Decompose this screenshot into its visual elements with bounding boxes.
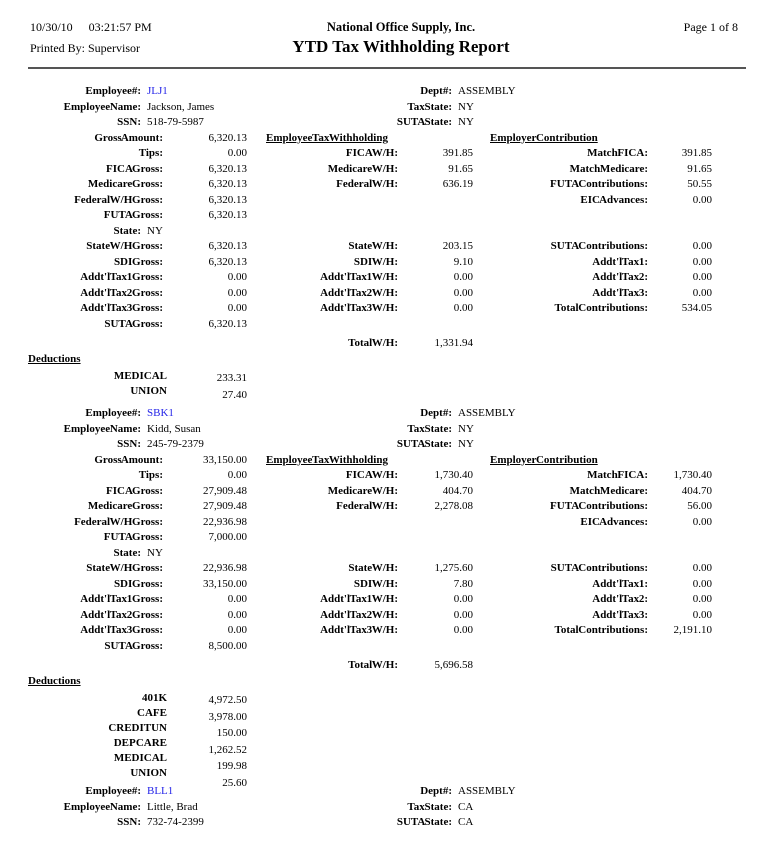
state-tax-row (0, 577, 762, 593)
total-wh-row (0, 336, 762, 352)
tax-field-label: SDI Gross: (113, 255, 163, 268)
deductions-header: Deductions (28, 674, 81, 687)
tax-field-value: 56.00 (687, 500, 712, 512)
total-wh-row (0, 658, 762, 674)
empty-cell (247, 317, 398, 333)
tax-field-value: 2,191.10 (673, 624, 712, 636)
tax-field-label: Tips: (138, 147, 163, 159)
tax-field-label: Addt'l Tax 3 Gross: (80, 624, 163, 636)
tax-row (0, 468, 762, 484)
tax-field-label: EIC Advances: (580, 193, 648, 206)
tax-field-value: 0.00 (692, 577, 712, 590)
dept-value: ASSEMBLY (458, 407, 516, 419)
state-tax-row (0, 639, 762, 655)
tax-field-label: FICA Gross: (106, 484, 163, 497)
state-label: State: (113, 224, 141, 237)
tax-field-value: 50.55 (687, 178, 712, 190)
tax-field-label: Match Medicare: (569, 162, 648, 175)
empty-cell (648, 639, 712, 655)
tax-field-value: 0.00 (453, 302, 473, 314)
tax-field-value: 0.00 (227, 624, 247, 636)
employee-number-label: Employee#: (85, 407, 141, 419)
empty-cell (648, 208, 712, 224)
tax-field-label: Addt'l Tax 1 W/H: (320, 593, 398, 605)
state-tax-row (0, 623, 762, 639)
employee-name-value: Kidd, Susan (147, 422, 201, 435)
ssn-label: SSN: (117, 438, 141, 450)
employee-name-label: Employee Name: (63, 422, 141, 435)
tax-field-value: 0.00 (692, 286, 712, 299)
tax-field-label: SUTA Contributions: (550, 240, 648, 252)
tax-field-value: 404.70 (681, 484, 712, 497)
tax-field-value: 0.00 (227, 271, 247, 283)
tax-field-label: Addt'l Tax 2: (592, 271, 648, 283)
employee-tax-withholding-header: Employee Tax Withholding (266, 131, 388, 144)
tax-field-label: SDI W/H: (353, 577, 398, 590)
tax-row (0, 453, 762, 469)
suta-state-label: SUTA State: (396, 438, 452, 450)
tax-field-value: 0.00 (692, 240, 712, 252)
employee-section (0, 84, 762, 403)
tax-row (0, 193, 762, 209)
tax-field-value: 0.00 (453, 624, 473, 636)
tax-field-value: 404.70 (442, 484, 473, 497)
tax-field-label: Federal W/H: (336, 500, 398, 512)
tax-state-label: Tax State: (407, 100, 452, 113)
tax-field-value: 33,150.00 (203, 453, 247, 466)
tax-row (0, 177, 762, 193)
tax-field-value: 0.00 (453, 593, 473, 605)
tax-field-value: 6,320.13 (208, 240, 247, 252)
ssn-value: 518-79-5987 (147, 116, 204, 128)
tax-field-value: 203.15 (442, 240, 473, 252)
tax-field-value: 27,909.48 (203, 484, 247, 497)
tax-field-value: 0.00 (227, 469, 247, 481)
tax-field-value: 0.00 (692, 255, 712, 268)
empty-cell (247, 639, 398, 655)
employee-id-row (0, 784, 762, 800)
suta-state-value: NY (458, 438, 474, 450)
tax-field-label: FICA Gross: (106, 162, 163, 175)
tax-field-label: Gross Amount: (94, 131, 163, 144)
tax-row (0, 162, 762, 178)
tax-field-label: SUTA Gross: (104, 317, 163, 330)
tax-field-label: SUTA Gross: (104, 639, 163, 652)
tax-field-value: 6,320.13 (208, 178, 247, 190)
state-row (0, 546, 762, 562)
empty-cell (247, 515, 398, 531)
tax-state-value: NY (458, 422, 474, 435)
deduction-amounts (167, 369, 247, 403)
tax-field-label: Tips: (138, 469, 163, 481)
tax-field-label: FICA W/H: (345, 147, 398, 159)
employee-name-value: Little, Brad (147, 800, 198, 813)
tax-row (0, 131, 762, 147)
empty-cell (247, 530, 398, 546)
tax-field-value: 0.00 (692, 515, 712, 528)
tax-field-label: Gross Amount: (94, 453, 163, 466)
header-divider (28, 67, 746, 69)
tax-field-value: 0.00 (453, 286, 473, 299)
employee-id-row (0, 406, 762, 422)
empty-cell (247, 193, 398, 209)
tax-field-value: 27,909.48 (203, 500, 247, 512)
dept-label: Dept#: (420, 407, 452, 419)
tax-row (0, 146, 762, 162)
tax-field-label: Addt'l Tax 1: (592, 255, 648, 268)
total-wh-label: Total W/H: (348, 337, 398, 349)
tax-state-value: CA (458, 800, 474, 813)
tax-field-value: 0.00 (692, 608, 712, 621)
empty-cell (247, 208, 398, 224)
empty-cell (398, 639, 473, 655)
dept-value: ASSEMBLY (458, 785, 516, 797)
tax-field-value: 0.00 (227, 608, 247, 621)
tax-field-label: FUTA Gross: (103, 531, 163, 543)
deduction-amount: 199.98 (216, 760, 247, 773)
tax-field-value: 8,500.00 (208, 639, 247, 652)
tax-field-label: Match Medicare: (569, 484, 648, 497)
employee-number-link[interactable]: JLJ1 (147, 85, 168, 97)
deduction-names (0, 369, 167, 403)
tax-field-value: 0.00 (453, 271, 473, 283)
employer-contribution-header: Employer Contribution (490, 131, 598, 144)
tax-field-label: Medicare W/H: (327, 162, 398, 175)
tax-state-label: Tax State: (407, 422, 452, 435)
tax-field-label: Addt'l Tax 2: (592, 593, 648, 605)
tax-field-value: 33,150.00 (203, 577, 247, 590)
tax-field-value: 6,320.13 (208, 255, 247, 268)
tax-field-value: 6,320.13 (208, 131, 247, 144)
tax-field-value: 2,278.08 (434, 500, 473, 512)
tax-field-value: 636.19 (442, 178, 473, 190)
tax-field-label: FUTA Contributions: (550, 178, 648, 190)
employee-name-row (0, 422, 762, 438)
tax-row (0, 515, 762, 531)
deduction-name: MEDICAL (113, 370, 167, 382)
deductions-list (0, 691, 762, 792)
employee-section (0, 784, 762, 831)
state-tax-row (0, 561, 762, 577)
state-value: NY (147, 546, 163, 559)
deductions-header: Deductions (28, 352, 81, 365)
state-tax-row (0, 301, 762, 317)
tax-row (0, 499, 762, 515)
spacer (247, 453, 266, 469)
tax-field-label: Medicare W/H: (327, 484, 398, 497)
employee-section (0, 406, 762, 792)
tax-field-label: Addt'l Tax 1: (592, 577, 648, 590)
tax-field-label: Medicare Gross: (87, 500, 163, 512)
tax-field-value: 7.80 (453, 577, 473, 590)
employee-number-link[interactable]: SBK1 (147, 407, 174, 419)
employee-number-label: Employee#: (85, 85, 141, 97)
dept-value: ASSEMBLY (458, 85, 516, 97)
tax-state-value: NY (458, 100, 474, 113)
tax-field-value: 9.10 (453, 255, 473, 268)
tax-row (0, 208, 762, 224)
deduction-name: CAFE (137, 707, 167, 719)
tax-field-label: Addt'l Tax 2 Gross: (80, 286, 163, 299)
suta-state-label: SUTA State: (396, 816, 452, 828)
tax-field-value: 0.00 (227, 147, 247, 159)
state-label: State: (113, 546, 141, 559)
tax-field-label: Federal W/H Gross: (74, 193, 163, 206)
deduction-amount: 4,972.50 (208, 694, 247, 706)
employee-number-label: Employee#: (85, 785, 141, 797)
tax-field-value: 7,000.00 (208, 531, 247, 543)
state-tax-row (0, 255, 762, 271)
empty-cell (473, 317, 648, 333)
total-wh-value: 1,331.94 (434, 337, 473, 349)
empty-cell (398, 317, 473, 333)
tax-field-value: 22,936.98 (203, 515, 247, 528)
tax-field-label: Addt'l Tax 2 W/H: (320, 608, 398, 621)
tax-row (0, 530, 762, 546)
tax-field-label: Total Contributions: (554, 302, 648, 314)
tax-field-label: Addt'l Tax 3 W/H: (320, 624, 398, 636)
tax-field-value: 22,936.98 (203, 562, 247, 574)
deductions-list (0, 369, 762, 403)
tax-field-label: Addt'l Tax 3: (592, 286, 648, 299)
tax-field-label: Match FICA: (587, 469, 648, 481)
tax-field-label: FUTA Gross: (103, 209, 163, 221)
total-wh-label: Total W/H: (348, 659, 398, 671)
printed-by: Printed By: Supervisor (30, 41, 140, 55)
tax-field-label: Addt'l Tax 3 Gross: (80, 302, 163, 314)
print-date: 10/30/10 (30, 20, 73, 34)
suta-state-value: CA (458, 816, 474, 828)
print-time: 03:21:57 PM (88, 20, 152, 34)
tax-field-label: Addt'l Tax 1 Gross: (80, 593, 163, 605)
deduction-amount: 233.31 (216, 372, 247, 384)
employee-number-link[interactable]: BLL1 (147, 785, 174, 797)
employee-name-row (0, 100, 762, 116)
tax-field-value: 6,320.13 (208, 193, 247, 206)
employee-tax-withholding-header: Employee Tax Withholding (266, 453, 388, 466)
tax-field-label: State W/H Gross: (86, 562, 163, 574)
ssn-label: SSN: (117, 816, 141, 828)
empty-cell (398, 530, 473, 546)
tax-field-value: 534.05 (681, 302, 712, 314)
employee-name-row (0, 800, 762, 816)
employee-name-label: Employee Name: (63, 100, 141, 113)
empty-cell (473, 639, 648, 655)
dept-label: Dept#: (420, 785, 452, 797)
tax-field-label: Addt'l Tax 1 W/H: (320, 271, 398, 283)
tax-field-label: Medicare Gross: (87, 178, 163, 190)
tax-field-value: 91.65 (448, 162, 473, 175)
state-value: NY (147, 224, 163, 237)
deduction-amount: 27.40 (222, 388, 247, 401)
ssn-row (0, 115, 762, 131)
tax-field-value: 0.00 (227, 286, 247, 299)
tax-field-label: State W/H: (348, 240, 398, 252)
tax-field-label: Addt'l Tax 1 Gross: (80, 271, 163, 283)
tax-field-label: Addt'l Tax 3: (592, 608, 648, 621)
state-tax-row (0, 286, 762, 302)
ssn-label: SSN: (117, 116, 141, 128)
deduction-amount: 3,978.00 (208, 710, 247, 723)
empty-cell (648, 530, 712, 546)
tax-field-label: Federal W/H: (336, 178, 398, 190)
state-tax-row (0, 592, 762, 608)
tax-field-label: Addt'l Tax 2 Gross: (80, 608, 163, 621)
deduction-amounts (167, 691, 247, 792)
empty-cell (473, 530, 648, 546)
deduction-amount: 150.00 (216, 727, 247, 740)
tax-field-value: 0.00 (692, 193, 712, 206)
empty-cell (398, 208, 473, 224)
ssn-value: 732-74-2399 (147, 816, 204, 828)
tax-field-value: 1,275.60 (434, 562, 473, 574)
tax-field-value: 0.00 (692, 271, 712, 283)
tax-field-label: EIC Advances: (580, 515, 648, 528)
state-tax-row (0, 270, 762, 286)
tax-field-value: 1,730.40 (673, 469, 712, 481)
deduction-name: CREDITUN (108, 722, 167, 734)
empty-cell (648, 317, 712, 333)
state-row (0, 224, 762, 240)
report-title: YTD Tax Withholding Report (292, 37, 510, 56)
state-tax-row (0, 239, 762, 255)
tax-field-label: Federal W/H Gross: (74, 515, 163, 528)
tax-field-label: State W/H Gross: (86, 240, 163, 252)
deduction-name: DEP CARE (113, 737, 167, 749)
tax-field-label: SUTA Contributions: (550, 562, 648, 574)
tax-field-value: 391.85 (681, 147, 712, 159)
state-tax-row (0, 317, 762, 333)
empty-cell (398, 515, 473, 531)
company-name: National Office Supply, Inc. (326, 20, 476, 34)
empty-cell (473, 208, 648, 224)
deduction-amount: 1,262.52 (208, 743, 247, 756)
tax-field-value: 1,730.40 (434, 469, 473, 481)
tax-field-label: Match FICA: (587, 147, 648, 159)
deduction-name: MEDICAL (113, 752, 167, 764)
tax-field-label: FICA W/H: (345, 469, 398, 481)
employee-name-value: Jackson, James (147, 100, 215, 113)
deduction-name: 401K (141, 692, 167, 704)
empty-cell (398, 193, 473, 209)
tax-field-label: SDI Gross: (113, 577, 163, 590)
state-tax-row (0, 608, 762, 624)
tax-field-label: State W/H: (348, 562, 398, 574)
tax-field-label: Addt'l Tax 2 W/H: (320, 286, 398, 299)
deduction-name: UNION (130, 767, 167, 779)
tax-field-value: 391.85 (442, 147, 473, 159)
dept-label: Dept#: (420, 85, 452, 97)
employee-id-row (0, 84, 762, 100)
total-wh-value: 5,696.58 (434, 659, 473, 671)
tax-state-label: Tax State: (407, 800, 452, 813)
deduction-amount: 25.60 (222, 776, 247, 789)
tax-field-value: 6,320.13 (208, 209, 247, 221)
spacer (247, 131, 266, 147)
ssn-row (0, 437, 762, 453)
tax-field-value: 91.65 (687, 162, 712, 175)
suta-state-label: SUTA State: (396, 116, 452, 128)
suta-state-value: NY (458, 116, 474, 128)
deduction-name: UNION (130, 385, 167, 397)
tax-field-value: 0.00 (227, 302, 247, 314)
tax-field-label: FUTA Contributions: (550, 500, 648, 512)
tax-field-label: Total Contributions: (554, 624, 648, 636)
tax-field-label: SDI W/H: (353, 255, 398, 268)
tax-field-value: 0.00 (692, 593, 712, 605)
deduction-names (0, 691, 167, 792)
ssn-row (0, 815, 762, 831)
tax-field-label: Addt'l Tax 3 W/H: (320, 302, 398, 314)
employee-name-label: Employee Name: (63, 800, 141, 813)
tax-field-value: 6,320.13 (208, 162, 247, 175)
ssn-value: 245-79-2379 (147, 438, 204, 450)
tax-field-value: 6,320.13 (208, 317, 247, 330)
tax-field-value: 0.00 (227, 593, 247, 605)
tax-field-value: 0.00 (692, 562, 712, 574)
page-number: Page 1 of 8 (683, 20, 738, 34)
tax-row (0, 484, 762, 500)
employer-contribution-header: Employer Contribution (490, 453, 598, 466)
tax-field-value: 0.00 (453, 608, 473, 621)
